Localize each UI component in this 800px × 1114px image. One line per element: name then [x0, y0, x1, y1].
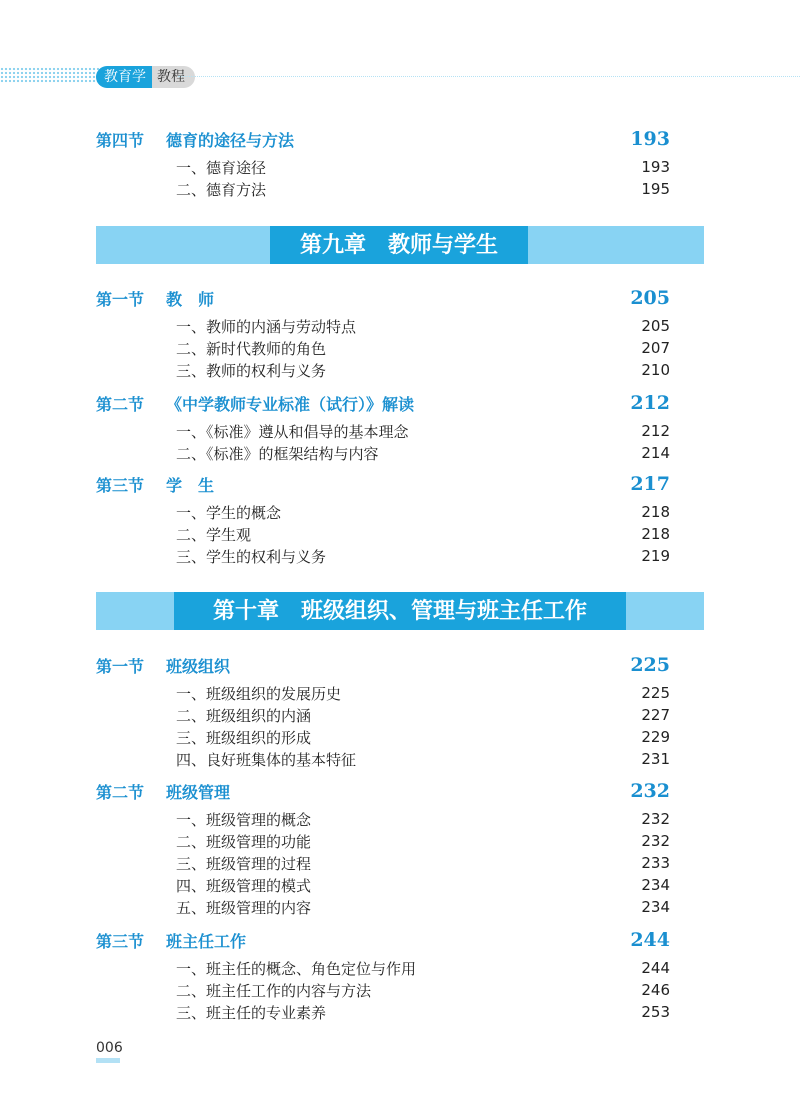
section-title: 班级组织 [166, 656, 231, 676]
toc-entry[interactable] [176, 442, 670, 464]
book-title-badge [96, 66, 195, 88]
chapter-band [96, 592, 704, 630]
entry-page: 214 [641, 444, 670, 462]
toc-entry[interactable] [176, 178, 670, 200]
entry-title: 一、学生的概念 [176, 503, 282, 522]
entry-page: 233 [641, 854, 670, 872]
toc-entry[interactable] [176, 545, 670, 567]
entry-title: 三、班级管理的过程 [176, 854, 312, 873]
toc-entry[interactable] [176, 852, 670, 874]
entry-page: 246 [641, 981, 670, 999]
section-title: 《中学教师专业标准（试行）》解读 [166, 394, 415, 414]
page-number-underline [96, 1058, 120, 1063]
toc-section[interactable] [96, 126, 670, 152]
entry-page: 229 [641, 728, 670, 746]
entry-title: 二、班主任工作的内容与方法 [176, 981, 372, 1000]
section-number: 第二节 [96, 394, 145, 414]
book-title-part-b: 教程 [152, 66, 195, 88]
chapter-title[interactable]: 第九章 教师与学生 [270, 226, 528, 264]
section-page: 225 [630, 654, 670, 676]
header-dot-pattern [0, 67, 100, 83]
toc-section[interactable] [96, 390, 670, 416]
entry-title: 一、教师的内涵与劳动特点 [176, 317, 357, 336]
entry-title: 一、德育途径 [176, 158, 267, 177]
toc-section[interactable] [96, 778, 670, 804]
section-page: 232 [630, 780, 670, 802]
section-page: 212 [630, 392, 670, 414]
section-number: 第四节 [96, 130, 145, 150]
toc-section[interactable] [96, 652, 670, 678]
entry-title: 三、教师的权利与义务 [176, 361, 327, 380]
toc-entry[interactable] [176, 748, 670, 770]
toc-entry[interactable] [176, 830, 670, 852]
entry-title: 二、《标准》的框架结构与内容 [176, 444, 379, 463]
section-title: 学 生 [166, 475, 215, 495]
toc-entry[interactable] [176, 501, 670, 523]
entry-page: 212 [641, 422, 670, 440]
toc-entry[interactable] [176, 315, 670, 337]
toc-entry[interactable] [176, 979, 670, 1001]
entry-page: 232 [641, 832, 670, 850]
entry-title: 二、班级组织的内涵 [176, 706, 312, 725]
entry-title: 二、班级管理的功能 [176, 832, 312, 851]
toc-entry[interactable] [176, 808, 670, 830]
entry-title: 五、班级管理的内容 [176, 898, 312, 917]
entry-page: 244 [641, 959, 670, 977]
entry-page: 218 [641, 503, 670, 521]
entry-page: 231 [641, 750, 670, 768]
entry-page: 234 [641, 876, 670, 894]
entry-title: 三、班级组织的形成 [176, 728, 312, 747]
entry-title: 二、新时代教师的角色 [176, 339, 327, 358]
section-page: 217 [630, 473, 670, 495]
entry-page: 253 [641, 1003, 670, 1021]
entry-page: 195 [641, 180, 670, 198]
section-page: 244 [630, 929, 670, 951]
chapter-band [96, 226, 704, 264]
section-number: 第三节 [96, 475, 145, 495]
entry-page: 232 [641, 810, 670, 828]
entry-page: 218 [641, 525, 670, 543]
section-number: 第二节 [96, 782, 145, 802]
toc-entry[interactable] [176, 420, 670, 442]
section-title: 班级管理 [166, 782, 231, 802]
toc-section[interactable] [96, 927, 670, 953]
section-number: 第三节 [96, 931, 145, 951]
toc-entry[interactable] [176, 682, 670, 704]
toc-entry[interactable] [176, 523, 670, 545]
toc-section[interactable] [96, 285, 670, 311]
chapter-title[interactable]: 第十章 班级组织、管理与班主任工作 [174, 592, 626, 630]
toc-entry[interactable] [176, 1001, 670, 1023]
toc-entry[interactable] [176, 704, 670, 726]
section-page: 193 [630, 128, 670, 150]
entry-title: 一、班主任的概念、角色定位与作用 [176, 959, 417, 978]
entry-title: 三、学生的权利与义务 [176, 547, 327, 566]
section-title: 教 师 [166, 289, 215, 309]
section-number: 第一节 [96, 289, 145, 309]
toc-entry[interactable] [176, 896, 670, 918]
entry-page: 227 [641, 706, 670, 724]
entry-title: 一、《标准》遵从和倡导的基本理念 [176, 422, 409, 441]
entry-page: 219 [641, 547, 670, 565]
header-dotted-rule [178, 76, 800, 77]
section-page: 205 [630, 287, 670, 309]
entry-page: 234 [641, 898, 670, 916]
entry-page: 225 [641, 684, 670, 702]
entry-page: 205 [641, 317, 670, 335]
section-title: 德育的途径与方法 [166, 130, 295, 150]
toc-section[interactable] [96, 471, 670, 497]
section-title: 班主任工作 [166, 931, 247, 951]
entry-title: 二、德育方法 [176, 180, 267, 199]
toc-entry[interactable] [176, 726, 670, 748]
toc-entry[interactable] [176, 156, 670, 178]
entry-title: 四、良好班集体的基本特征 [176, 750, 357, 769]
entry-page: 207 [641, 339, 670, 357]
entry-title: 一、班级组织的发展历史 [176, 684, 342, 703]
section-number: 第一节 [96, 656, 145, 676]
toc-entry[interactable] [176, 359, 670, 381]
entry-page: 193 [641, 158, 670, 176]
page-number: 006 [96, 1040, 123, 1056]
toc-entry[interactable] [176, 957, 670, 979]
entry-page: 210 [641, 361, 670, 379]
toc-entry[interactable] [176, 874, 670, 896]
book-title-part-a: 教育学 [96, 66, 152, 88]
entry-title: 三、班主任的专业素养 [176, 1003, 327, 1022]
entry-title: 二、学生观 [176, 525, 252, 544]
toc-entry[interactable] [176, 337, 670, 359]
entry-title: 四、班级管理的模式 [176, 876, 312, 895]
entry-title: 一、班级管理的概念 [176, 810, 312, 829]
